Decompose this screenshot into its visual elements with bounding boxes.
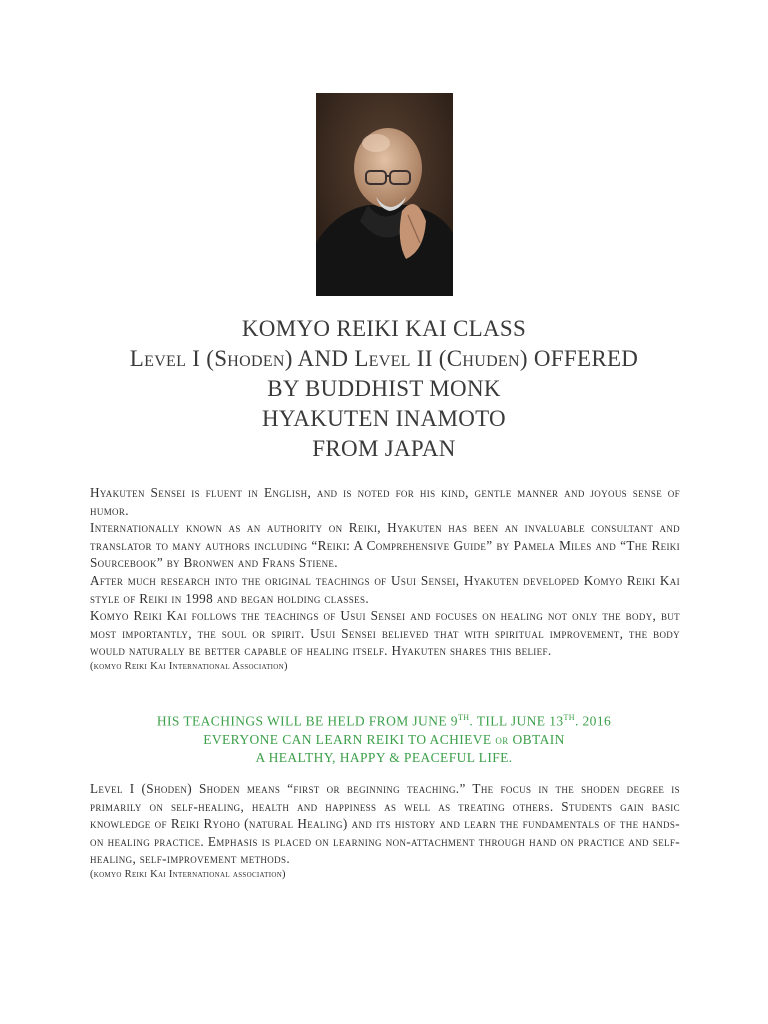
headline-level1: Level I (Shoden) xyxy=(129,346,293,371)
intro-paragraph: Hyakuten Sensei is fluent in English, and is noted for his kind, gentle manner and joyous sense of humor. xyxy=(90,485,680,518)
intro-paragraph: Internationally known as an authority on Reiki, Hyakuten has been an invaluable consultant and translator to many authors including “Reiki: A Comprehensive Guide” by Pamela Miles and “The Reiki Sourcebook” by Bronwen and Frans Stiene. xyxy=(90,520,680,571)
headline-by-monk: BY BUDDHIST MONK xyxy=(267,376,501,401)
intro-section xyxy=(90,484,680,674)
headline-levels xyxy=(0,344,768,374)
ordinal-suffix: TH xyxy=(563,713,575,722)
monk-portrait-photo xyxy=(316,93,453,296)
announcement-life: A HEALTHY, HAPPY & PEACEFUL LIFE. xyxy=(255,749,513,765)
headline xyxy=(0,314,768,464)
intro-source: (komyo Reiki Kai International Association) xyxy=(90,660,288,672)
headline-and: AND xyxy=(292,346,355,371)
announcement-year: . 2016 xyxy=(574,713,612,729)
intro-paragraph: Komyo Reiki Kai follows the teachings of Usui Sensei and focuses on healing not only the body, but most importantly, the soul or spirit. Usui Sensei believed that with spiritual improvement, the body would naturally be better capable of healing itself. Hyakuten shares this belief. xyxy=(90,608,680,659)
announcement-obtain: OBTAIN xyxy=(508,731,565,747)
announcement-dates xyxy=(0,709,768,731)
headline-level2: Level II (Chuden) xyxy=(354,346,528,371)
announcement-or: or xyxy=(495,731,509,747)
announcement-date-end: . TILL JUNE 13 xyxy=(469,713,564,729)
class-announcement xyxy=(0,709,768,767)
monk-portrait-illustration xyxy=(316,93,453,296)
level1-source: (komyo Reiki Kai International association) xyxy=(90,868,286,880)
intro-paragraph: After much research into the original teachings of Usui Sensei, Hyakuten developed Komyo Reiki Kai style of Reiki in 1998 and began holding classes. xyxy=(90,572,680,606)
level1-description: Level I (Shoden) Shoden means “first or beginning teaching.” The focus in the shoden degree is primarily on self-healing, health and happiness as well as treating others. Students gain basic knowledge of Reiki Ryoho (natural Healing) and its history and learn the fundamentals of the hands-on healing practice. Emphasis is placed on learning non-attachment through hand on practice and self-healing, self-improvement methods. xyxy=(90,781,680,867)
announcement-everyone-a: EVERYONE CAN LEARN REIKI TO ACHIEVE xyxy=(203,731,496,747)
ordinal-suffix: TH xyxy=(457,713,470,722)
announcement-everyone xyxy=(0,731,768,749)
headline-offered: OFFERED xyxy=(527,346,639,371)
headline-class-title: KOMYO REIKI KAI CLASS xyxy=(241,316,527,341)
headline-name: HYAKUTEN INAMOTO xyxy=(262,406,506,431)
announcement-date-start: HIS TEACHINGS WILL BE HELD FROM JUNE 9 xyxy=(156,713,458,729)
headline-origin: FROM JAPAN xyxy=(312,436,456,461)
level1-section xyxy=(90,780,680,882)
